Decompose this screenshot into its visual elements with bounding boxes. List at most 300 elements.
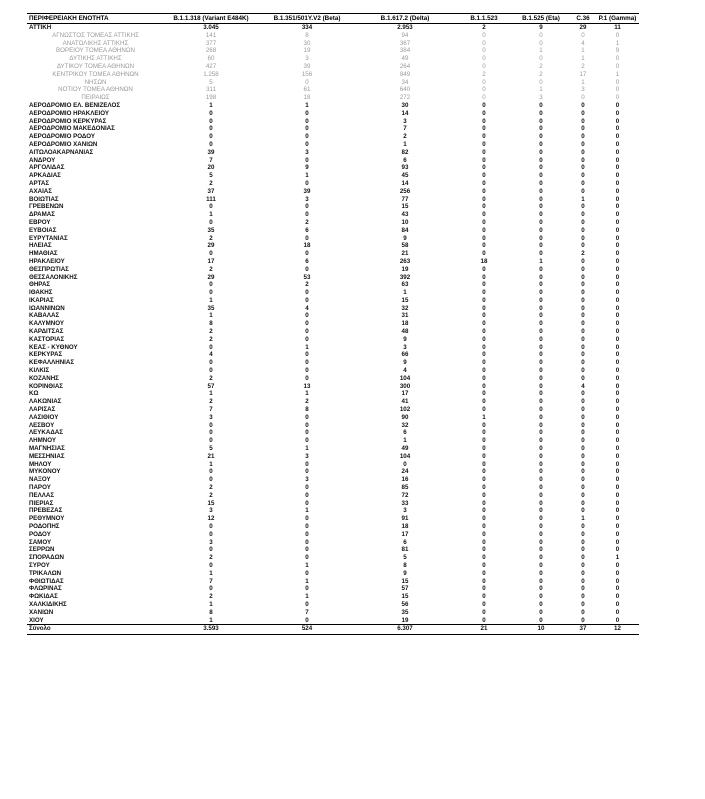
region-name-cell: ΚΟΖΑΝΗΣ	[29, 374, 59, 382]
table-row	[27, 344, 639, 352]
count-cell: 21	[207, 452, 215, 460]
count-cell: 43	[401, 211, 409, 219]
count-cell: 0	[539, 343, 543, 351]
count-cell: 0	[539, 187, 543, 195]
count-cell: 7	[209, 577, 213, 585]
count-cell: 0	[539, 484, 543, 492]
region-name-cell: ΚΙΛΚΙΣ	[29, 367, 50, 375]
table-row	[27, 55, 639, 63]
count-cell: 0	[615, 351, 620, 359]
table-row	[27, 390, 639, 398]
count-cell: 0	[581, 164, 585, 172]
count-cell: 0	[482, 546, 486, 554]
count-cell: 0	[581, 125, 585, 133]
count-cell: 0	[581, 546, 585, 554]
count-cell: 0	[482, 125, 486, 133]
region-name-cell: ΠΡΕΒΕΖΑΣ	[29, 507, 63, 515]
count-cell: 0	[305, 312, 309, 320]
count-cell: 2	[305, 398, 309, 406]
count-cell: 0	[615, 546, 620, 554]
region-name-cell: ΑΙΤΩΛΟΑΚΑΡΝΑΝΙΑΣ	[29, 148, 94, 156]
count-cell: 0	[209, 117, 213, 125]
count-cell: 48	[401, 328, 409, 336]
count-cell: 0	[581, 530, 585, 538]
count-cell: 1	[305, 445, 309, 453]
table-row	[27, 546, 639, 554]
count-cell: 0	[482, 359, 486, 367]
count-cell: 0	[209, 289, 213, 297]
count-cell: 0	[581, 312, 585, 320]
table-row	[27, 180, 639, 188]
count-cell: 1	[305, 172, 309, 180]
count-cell: 0	[539, 109, 543, 117]
count-cell: 5	[209, 172, 213, 180]
count-cell: 0	[581, 31, 585, 39]
count-cell: 0	[209, 343, 213, 351]
count-cell: 0	[539, 476, 543, 484]
count-cell: 3	[403, 117, 407, 125]
count-cell: 1	[581, 47, 585, 55]
count-cell: 156	[301, 70, 313, 78]
count-cell: 0	[581, 242, 585, 250]
count-cell: 2	[209, 328, 213, 336]
count-cell: 0	[539, 226, 543, 234]
count-cell: 0	[615, 195, 620, 203]
count-cell: 0	[581, 569, 585, 577]
count-cell: 0	[615, 367, 620, 375]
table-row	[27, 406, 639, 414]
region-name-cell: ΕΥΡΥΤΑΝΙΑΣ	[29, 234, 68, 242]
count-cell: 0	[615, 328, 620, 336]
count-cell: 3	[305, 476, 309, 484]
count-cell: 2.953	[397, 24, 413, 31]
count-cell: 392	[399, 273, 411, 281]
total-cell: 524	[260, 625, 354, 635]
count-cell: 1	[305, 343, 309, 351]
count-cell: 4	[403, 367, 407, 375]
region-name-cell: ΦΘΙΩΤΙΔΑΣ	[29, 577, 64, 585]
count-cell: 0	[209, 281, 213, 289]
count-cell: 0	[305, 374, 309, 382]
region-name-cell: ΣΑΜΟΥ	[29, 538, 52, 546]
count-cell: 0	[615, 273, 620, 281]
count-cell: 0	[305, 554, 309, 562]
count-cell: 0	[615, 452, 620, 460]
table-row	[27, 289, 639, 297]
count-cell: 0	[615, 398, 620, 406]
region-name-cell: ΑΡΓΟΛΙΔΑΣ	[29, 164, 65, 172]
count-cell: 7	[305, 608, 309, 616]
count-cell: 3.045	[203, 24, 219, 31]
count-cell: 0	[581, 94, 585, 102]
count-cell: 0	[615, 515, 620, 523]
count-cell: 94	[401, 31, 409, 39]
count-cell: 33	[401, 499, 409, 507]
count-cell: 0	[539, 265, 543, 273]
region-name-cell: ΘΕΣΣΑΛΟΝΙΚΗΣ	[29, 273, 78, 281]
count-cell: 19	[401, 265, 409, 273]
count-cell: 1	[581, 195, 585, 203]
count-cell: 0	[539, 78, 543, 86]
count-cell: 7	[209, 156, 213, 164]
region-name-cell: ΑΕΡΟΔΡΟΜΙΟ ΕΛ. ΒΕΝΙΖΕΛΟΣ	[29, 101, 121, 109]
count-cell: 0	[539, 460, 543, 468]
count-cell: 85	[401, 484, 409, 492]
count-cell: 141	[205, 31, 217, 39]
region-name-cell: ΠΙΕΡΙΑΣ	[29, 499, 54, 507]
count-cell: 0	[615, 359, 620, 367]
count-cell: 4	[305, 304, 309, 312]
count-cell: 0	[539, 538, 543, 546]
table-row	[27, 71, 639, 79]
count-cell: 1	[615, 39, 620, 47]
count-cell: 0	[615, 406, 620, 414]
count-cell: 0	[615, 101, 620, 109]
count-cell: 93	[401, 164, 409, 172]
count-cell: 0	[581, 413, 585, 421]
count-cell: 0	[581, 335, 585, 343]
table-row	[27, 461, 639, 469]
count-cell: 0	[615, 561, 620, 569]
count-cell: 0	[482, 429, 486, 437]
count-cell: 0	[539, 523, 543, 530]
count-cell: 0	[581, 452, 585, 460]
count-cell: 2	[539, 62, 543, 70]
count-cell: 4	[581, 39, 585, 47]
count-cell: 427	[205, 62, 217, 70]
table-row	[27, 24, 639, 32]
count-cell: 0	[615, 499, 620, 507]
count-cell: 0	[615, 140, 620, 148]
count-cell: 34	[401, 78, 409, 86]
count-cell: 0	[581, 554, 585, 562]
count-cell: 0	[615, 616, 620, 624]
table-row	[27, 531, 639, 539]
count-cell: 1	[581, 55, 585, 63]
count-cell: 0	[482, 452, 486, 460]
count-cell: 0	[482, 234, 486, 242]
region-name-cell: ΑΝΑΤΟΛΙΚΗΣ ΑΤΤΙΚΗΣ	[62, 39, 129, 47]
count-cell: 0	[539, 608, 543, 616]
count-cell: 0	[581, 234, 585, 242]
table-row	[27, 484, 639, 492]
count-cell: 3	[209, 413, 213, 421]
count-cell: 0	[539, 289, 543, 297]
count-cell: 0	[209, 546, 213, 554]
count-cell: 9	[403, 335, 407, 343]
count-cell: 0	[615, 179, 620, 187]
count-cell: 19	[401, 616, 409, 624]
count-cell: 0	[482, 600, 486, 608]
count-cell: 0	[581, 421, 585, 429]
count-cell: 0	[615, 86, 620, 94]
count-cell: 0	[539, 242, 543, 250]
count-cell: 0	[581, 203, 585, 211]
count-cell: 2	[209, 398, 213, 406]
count-cell: 0	[581, 328, 585, 336]
count-cell: 0	[209, 140, 213, 148]
region-name-cell: ΣΕΡΡΩΝ	[29, 546, 55, 554]
region-name-cell: ΚΑΛΥΜΝΟΥ	[29, 320, 65, 328]
count-cell: 0	[615, 148, 620, 156]
count-cell: 1	[209, 390, 213, 398]
count-cell: 0	[539, 468, 543, 476]
count-cell: 0	[482, 94, 486, 102]
count-cell: 0	[539, 164, 543, 172]
region-name-cell: ΚΑΒΑΛΑΣ	[29, 312, 60, 320]
count-cell: 0	[403, 460, 407, 468]
table-row	[27, 351, 639, 359]
count-cell: 1	[403, 289, 407, 297]
count-cell: 0	[482, 250, 486, 258]
count-cell: 60	[207, 55, 215, 63]
count-cell: 0	[539, 593, 543, 601]
count-cell: 9	[403, 359, 407, 367]
count-cell: 6	[305, 257, 309, 265]
count-cell: 0	[482, 484, 486, 492]
count-cell: 0	[305, 569, 309, 577]
count-cell: 0	[615, 78, 620, 86]
region-name-cell: ΦΩΚΙΔΑΣ	[29, 593, 58, 601]
count-cell: 0	[615, 577, 620, 585]
count-cell: 0	[539, 406, 543, 414]
count-cell: 377	[205, 39, 217, 47]
count-cell: 0	[482, 312, 486, 320]
region-name-cell: ΚΕΝΤΡΙΚΟΥ ΤΟΜΕΑ ΑΘΗΝΩΝ	[52, 70, 139, 78]
count-cell: 2	[209, 593, 213, 601]
count-cell: 0	[539, 452, 543, 460]
count-cell: 0	[305, 265, 309, 273]
count-cell: 0	[209, 421, 213, 429]
count-cell: 0	[539, 250, 543, 258]
count-cell: 3	[305, 195, 309, 203]
region-name-cell: ΑΡΚΑΔΙΑΣ	[29, 172, 61, 180]
count-cell: 6	[403, 538, 407, 546]
count-cell: 0	[539, 304, 543, 312]
count-cell: 0	[581, 179, 585, 187]
count-cell: 0	[539, 561, 543, 569]
count-cell: 91	[401, 515, 409, 523]
count-cell: 3	[305, 55, 309, 63]
count-cell: 0	[581, 187, 585, 195]
count-cell: 0	[209, 109, 213, 117]
count-cell: 0	[209, 530, 213, 538]
count-cell: 0	[305, 156, 309, 164]
count-cell: 0	[539, 367, 543, 375]
table-row	[27, 32, 639, 40]
count-cell: 1	[539, 47, 543, 55]
table-row	[27, 110, 639, 118]
count-cell: 0	[305, 320, 309, 328]
count-cell: 0	[539, 421, 543, 429]
count-cell: 0	[482, 195, 486, 203]
table-row	[27, 203, 639, 211]
count-cell: 17	[401, 530, 409, 538]
count-cell: 0	[305, 133, 309, 141]
count-cell: 8	[305, 31, 309, 39]
count-cell: 0	[581, 265, 585, 273]
count-cell: 0	[581, 101, 585, 109]
count-cell: 0	[539, 55, 543, 63]
count-cell: 30	[303, 39, 311, 47]
count-cell: 0	[539, 398, 543, 406]
count-cell: 82	[401, 148, 409, 156]
table-row	[27, 500, 639, 508]
count-cell: 0	[615, 187, 620, 195]
count-cell: 0	[615, 312, 620, 320]
count-cell: 66	[401, 351, 409, 359]
table-row	[27, 445, 639, 453]
table-row	[27, 219, 639, 227]
count-cell: 0	[615, 164, 620, 172]
table-row	[27, 398, 639, 406]
count-cell: 0	[581, 429, 585, 437]
region-name-cell: ΠΕΙΡΑΙΩΣ	[81, 94, 110, 102]
region-name-cell: ΜΗΛΟΥ	[29, 460, 52, 468]
count-cell: 0	[539, 335, 543, 343]
count-cell: 268	[205, 47, 217, 55]
count-cell: 0	[539, 140, 543, 148]
table-row	[27, 266, 639, 274]
count-cell: 0	[539, 156, 543, 164]
total-cell: 6.307	[354, 625, 456, 635]
count-cell: 0	[615, 413, 620, 421]
count-cell: 0	[581, 460, 585, 468]
count-cell: 0	[615, 234, 620, 242]
table-row	[27, 570, 639, 578]
region-name-cell: ΚΕΦΑΛΛΗΝΙΑΣ	[29, 359, 75, 367]
count-cell: 0	[482, 117, 486, 125]
count-cell: 9	[539, 24, 543, 31]
count-cell: 0	[482, 523, 486, 530]
count-cell: 0	[305, 421, 309, 429]
count-cell: 0	[539, 211, 543, 219]
count-cell: 0	[482, 109, 486, 117]
table-row	[27, 383, 639, 391]
count-cell: 0	[482, 281, 486, 289]
table-row	[27, 297, 639, 305]
region-name-cell: ΔΡΑΜΑΣ	[29, 211, 55, 219]
count-cell: 56	[401, 600, 409, 608]
count-cell: 14	[401, 179, 409, 187]
count-cell: 5	[403, 554, 407, 562]
count-cell: 7	[403, 125, 407, 133]
table-row	[27, 492, 639, 500]
count-cell: 1	[539, 257, 543, 265]
count-cell: 0	[581, 281, 585, 289]
count-cell: 8	[209, 320, 213, 328]
count-cell: 0	[615, 476, 620, 484]
count-cell: 18	[303, 94, 311, 102]
region-name-cell: ΧΑΛΚΙΔΙΚΗΣ	[29, 600, 67, 608]
count-cell: 0	[209, 585, 213, 593]
count-cell: 63	[401, 281, 409, 289]
count-cell: 0	[581, 320, 585, 328]
count-cell: 0	[482, 31, 486, 39]
table-row	[27, 141, 639, 149]
count-cell: 1	[305, 593, 309, 601]
count-cell: 0	[482, 585, 486, 593]
count-cell: 1.258	[203, 70, 219, 78]
count-cell: 0	[482, 538, 486, 546]
region-name-cell: ΘΗΡΑΣ	[29, 281, 51, 289]
column-header-gamma: P.1 (Gamma)	[596, 14, 639, 24]
region-name-cell: ΚΟΡΙΝΘΙΑΣ	[29, 382, 64, 390]
count-cell: 272	[399, 94, 411, 102]
count-cell: 0	[482, 515, 486, 523]
count-cell: 3	[305, 452, 309, 460]
count-cell: 0	[615, 117, 620, 125]
count-cell: 0	[482, 374, 486, 382]
count-cell: 39	[303, 62, 311, 70]
count-cell: 13	[303, 382, 311, 390]
count-cell: 0	[615, 31, 620, 39]
count-cell: 256	[399, 187, 411, 195]
count-cell: 0	[482, 499, 486, 507]
count-cell: 0	[482, 203, 486, 211]
count-cell: 2	[209, 335, 213, 343]
count-cell: 15	[401, 296, 409, 304]
count-cell: 0	[305, 203, 309, 211]
count-cell: 0	[539, 554, 543, 562]
count-cell: 0	[581, 593, 585, 601]
count-cell: 0	[539, 203, 543, 211]
count-cell: 0	[482, 148, 486, 156]
count-cell: 0	[581, 445, 585, 453]
count-cell: 2	[209, 374, 213, 382]
count-cell: 2	[581, 250, 585, 258]
region-name-cell: ΘΕΣΠΡΩΤΙΑΣ	[29, 265, 69, 273]
count-cell: 0	[615, 320, 620, 328]
region-name-cell: ΚΑΣΤΟΡΙΑΣ	[29, 335, 65, 343]
count-cell: 0	[482, 398, 486, 406]
count-cell: 0	[539, 577, 543, 585]
count-cell: 37	[207, 187, 215, 195]
table-row	[27, 312, 639, 320]
count-cell: 3	[403, 343, 407, 351]
count-cell: 3	[209, 507, 213, 515]
count-cell: 2	[305, 281, 309, 289]
region-name-cell: ΑΧΑΪΑΣ	[29, 187, 52, 195]
region-name-cell: ΛΑΚΩΝΙΑΣ	[29, 398, 62, 406]
region-name-cell: ΙΩΑΝΝΙΝΩΝ	[29, 304, 65, 312]
count-cell: 0	[581, 491, 585, 499]
count-cell: 3	[403, 507, 407, 515]
count-cell: 111	[206, 195, 216, 203]
count-cell: 0	[615, 382, 620, 390]
count-cell: 264	[399, 62, 411, 70]
region-name-cell: ΜΕΣΣΗΝΙΑΣ	[29, 452, 65, 460]
count-cell: 0	[581, 343, 585, 351]
count-cell: 49	[401, 55, 409, 63]
count-cell: 0	[539, 390, 543, 398]
table-row	[27, 227, 639, 235]
count-cell: 0	[581, 523, 585, 530]
count-cell: 0	[615, 281, 620, 289]
column-header-b11523: B.1.1.523	[456, 14, 512, 24]
region-name-cell: ΚΑΡΔΙΤΣΑΣ	[29, 328, 64, 336]
count-cell: 0	[539, 172, 543, 180]
count-cell: 0	[539, 312, 543, 320]
count-cell: 72	[401, 491, 409, 499]
table-row	[27, 320, 639, 328]
region-name-cell: ΝΗΣΩΝ	[84, 78, 107, 86]
total-cell: 37	[570, 625, 596, 635]
region-name-cell: ΗΡΑΚΛΕΙΟΥ	[29, 257, 65, 265]
count-cell: 0	[305, 538, 309, 546]
count-cell: 0	[581, 226, 585, 234]
table-row	[27, 609, 639, 617]
